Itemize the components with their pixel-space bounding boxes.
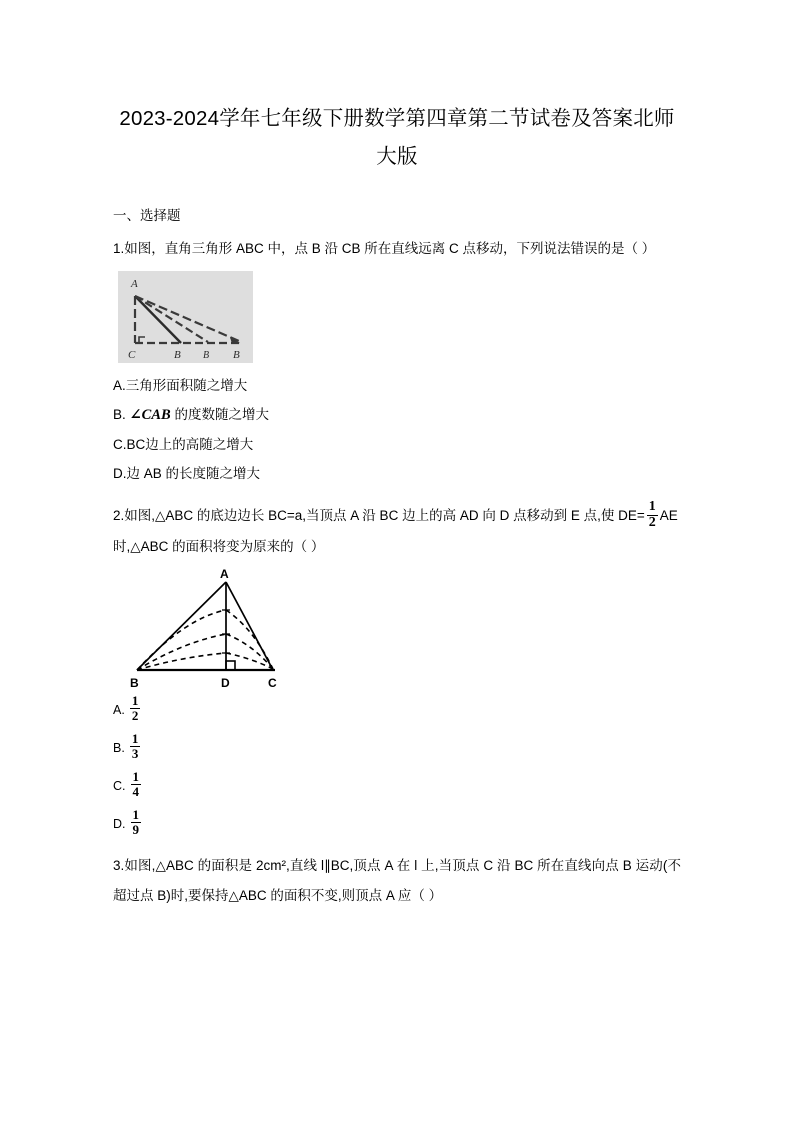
option-a-fraction [130, 694, 141, 722]
option-d-text: 边 AB 的长度随之增大 [126, 466, 261, 481]
question-1-option-c [113, 430, 681, 459]
option-b-text: 的度数随之增大 [174, 407, 269, 422]
label-A: A [220, 566, 229, 581]
label-D: D [221, 675, 230, 690]
dashed-triangle-1-left [137, 610, 226, 670]
option-b-label: B. [113, 740, 125, 755]
question-1-stem: 1.如图，直角三角形 ABC 中，点 B 沿 CB 所在直线远离 C 点移动，下列说法错误的是（ ） [113, 241, 656, 256]
label-A: A [131, 278, 138, 290]
segment-AB-double-prime [135, 296, 208, 342]
option-d-fraction [131, 808, 142, 836]
label-B-double-prime: B [203, 350, 210, 361]
question-1-figure-wrap [113, 271, 681, 363]
option-d-label: D. [113, 466, 127, 481]
question-2-option-d [113, 805, 681, 843]
page-title: 2023-2024学年七年级下册数学第四章第二节试卷及答案北师大版 [119, 107, 675, 168]
figure-1-svg [118, 271, 253, 363]
question-2-stem-part1: 2.如图,△ABC 的底边边长 BC=a,当顶点 A 沿 BC 边上的高 AD 向 D 点移动到 E 点,使 DE= [113, 508, 645, 523]
segment-AB [135, 296, 239, 341]
right-angle-mark-D [226, 661, 235, 670]
fraction-denominator: 4 [132, 784, 139, 800]
option-b-label: B. [113, 407, 126, 422]
section-heading-multiple-choice: 一、选择题 [113, 208, 181, 223]
fraction-numerator: 1 [648, 499, 656, 515]
dashed-triangle-2-left [137, 634, 226, 670]
question-1-option-d [113, 459, 681, 488]
fraction-numerator: 1 [132, 769, 139, 785]
question-2-inline-fraction [647, 500, 658, 530]
question-1-option-a [113, 363, 681, 400]
option-d-label: D. [113, 816, 126, 831]
question-2-stem-part2: AE [659, 508, 678, 523]
fraction-numerator: 1 [131, 693, 139, 709]
option-a-text: 三角形面积随之增大 [125, 378, 248, 393]
option-c-fraction [131, 770, 142, 798]
question-2-figure-wrap [113, 566, 681, 691]
question-3-stem: 3.如图,△ABC 的面积是 2cm²,直线 l∥BC,顶点 A 在 l 上,当顶点 C 沿 BC 所在直线向点 B 运动(不超过点 B)时,要保持△ABC 的面积不变,则顶点 A 应（ ） [113, 857, 681, 903]
question-2-option-a [113, 691, 681, 729]
fraction-numerator: 1 [131, 731, 139, 747]
fraction-denominator: 2 [131, 708, 139, 724]
figure-triangle-with-altitude [125, 566, 300, 691]
option-a-label: A. [113, 702, 125, 717]
option-c-label: C. [113, 437, 127, 452]
figure-2-svg [125, 566, 300, 691]
question-2-stem [113, 488, 681, 562]
fraction-denominator: 2 [648, 514, 656, 530]
label-B-far: B [233, 349, 240, 361]
segment-AB-prime [135, 296, 181, 343]
option-b-fraction [130, 732, 141, 760]
option-b-angle-expression: ∠CAB [129, 407, 171, 423]
label-C: C [128, 349, 136, 361]
question-2-option-c [113, 767, 681, 805]
segment-AC [226, 582, 273, 670]
question-2-stem-part3: 时,△ABC 的面积将变为原来的（ ） [113, 538, 325, 554]
question-1-option-b [113, 400, 681, 430]
dashed-triangle-2-right [226, 634, 273, 669]
label-B: B [130, 675, 139, 690]
label-C: C [268, 675, 277, 690]
fraction-numerator: 1 [132, 807, 139, 823]
option-a-label: A. [113, 378, 126, 393]
figure-right-triangle-moving-vertex [118, 271, 253, 363]
fraction-denominator: 3 [131, 746, 139, 762]
option-c-label: C. [113, 778, 126, 793]
fraction-denominator: 9 [132, 822, 139, 838]
option-c-text: BC边上的高随之增大 [126, 437, 254, 452]
label-B-prime: B [174, 349, 181, 361]
question-2-option-b [113, 729, 681, 767]
